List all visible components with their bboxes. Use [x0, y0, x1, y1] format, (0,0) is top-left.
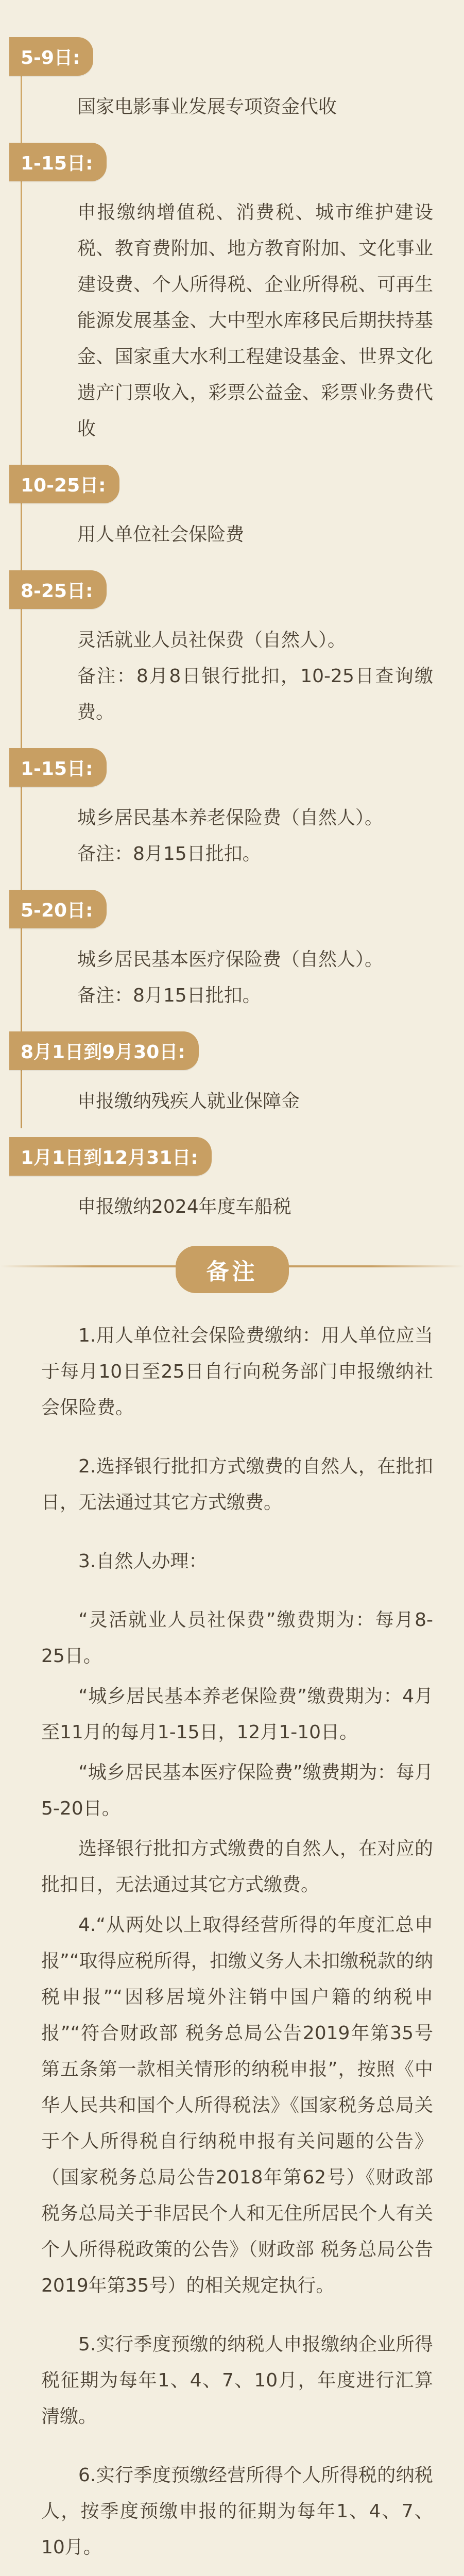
notes-title: 备注	[176, 1246, 289, 1293]
period-block	[0, 570, 464, 731]
notes-divider	[0, 1246, 464, 1287]
note-item: 选择银行批扣方式缴费的自然人，在对应的批扣日，无法通过其它方式缴费。	[41, 1838, 433, 1895]
period-item-text: 申报缴纳残疾人就业保障金	[77, 1091, 300, 1112]
note-item: 6.实行季度预缴经营所得个人所得税的纳税人，按季度预缴申报的征期为每年1、4、7、10月。	[41, 2465, 433, 2558]
period-block	[0, 143, 464, 447]
period-description	[77, 622, 433, 731]
period-date-label: 8月1日到9月30日:	[9, 1031, 199, 1070]
note-item: “城乡居民基本医疗保险费”缴费期为：每月5-20日。	[41, 1762, 433, 1819]
note-item: 5.实行季度预缴的纳税人申报缴纳企业所得税征期为每年1、4、7、10月，年度进行汇算清缴。	[41, 2334, 433, 2427]
period-item-text: 申报缴纳增值税、消费税、城市维护建设税、教育费附加、地方教育附加、文化事业建设费、个人所得税、企业所得税、可再生能源发展基金、大中型水库移民后期扶持基金、国家重大水利工程建设基金、世界文化遗产门票收入，彩票公益金、彩票业务费代收	[77, 202, 433, 439]
period-description	[77, 942, 433, 1014]
period-block	[0, 1031, 464, 1120]
period-note-text: 备注：8月15日批扣。	[77, 985, 261, 1006]
schedule-list	[0, 37, 464, 1225]
period-description	[77, 89, 433, 125]
note-item: “灵活就业人员社保费”缴费期为：每月8-25日。	[41, 1609, 433, 1667]
period-block	[0, 37, 464, 125]
notes-list	[41, 1318, 433, 2576]
period-block	[0, 748, 464, 872]
period-date-label: 10-25日:	[9, 465, 119, 503]
period-date-label: 5-20日:	[9, 890, 107, 928]
period-description	[77, 517, 433, 553]
period-block	[0, 890, 464, 1014]
period-date-label: 1-15日:	[9, 143, 107, 181]
period-item-text: 申报缴纳2024年度车船税	[77, 1196, 291, 1217]
note-item: 1.用人单位社会保险费缴纳：用人单位应当于每月10日至25日自行向税务部门申报缴纳社会保险费。	[41, 1325, 433, 1418]
period-date-label: 8-25日:	[9, 570, 107, 609]
note-item: 2.选择银行批扣方式缴费的自然人，在批扣日，无法通过其它方式缴费。	[41, 1456, 433, 1513]
period-description	[77, 800, 433, 872]
period-note-text: 备注：8月15日批扣。	[77, 843, 261, 865]
period-item-text: 灵活就业人员社保费（自然人）。	[77, 630, 347, 651]
period-date-label: 5-9日:	[9, 37, 93, 76]
period-item-text: 用人单位社会保险费	[77, 524, 245, 545]
note-item: “城乡居民基本养老保险费”缴费期为：4月至11月的每月1-15日，12月1-10日。	[41, 1686, 433, 1743]
period-description	[77, 1189, 433, 1225]
note-item: 4.“从两处以上取得经营所得的年度汇总申报”“取得应税所得，扣缴义务人未扣缴税款的纳税申报”“因移居境外注销中国户籍的纳税申报”“符合财政部 税务总局公告2019年第35号第五条第一款相关情形的纳税申报”，按照《中华人民共和国个人所得税法》《国家税务总局关于个人所得税自行纳税申报有关问题的公告》（国家税务总局公告2018年第62号）《财政部 税务总局关于非居民个人和无住所居民个人有关个人所得税政策的公告》（财政部 税务总局公告2019年第35号）的相关规定执行。	[41, 1914, 433, 2296]
period-item-text: 城乡居民基本医疗保险费（自然人）。	[77, 949, 384, 970]
period-item-text: 国家电影事业发展专项资金代收	[77, 96, 337, 117]
period-description	[77, 195, 433, 447]
period-description	[77, 1083, 433, 1120]
period-date-label: 1月1日到12月31日:	[9, 1137, 212, 1176]
period-block	[0, 1137, 464, 1225]
period-note-text: 备注：8月8日银行批扣，10-25日查询缴费。	[77, 666, 433, 723]
note-item: 3.自然人办理：	[78, 1551, 208, 1572]
period-date-label: 1-15日:	[9, 748, 107, 787]
period-item-text: 城乡居民基本养老保险费（自然人）。	[77, 807, 384, 828]
period-block	[0, 465, 464, 553]
